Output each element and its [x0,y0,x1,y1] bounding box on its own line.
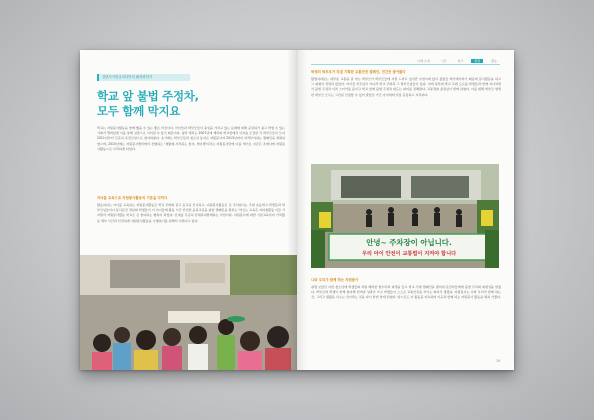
title-line-1: 학교 앞 불법 주정차, [97,89,199,103]
header-rule [311,64,500,65]
right-subhead-2: 나와 우리가 함께 하는 자원봉사 [311,278,359,282]
right-page-number: 19 [495,359,500,363]
left-subhead: 자녀들 교육으로 자원봉사활동의 기본을 익히다 [97,196,168,200]
nav-item-1: 나에 소개 [417,59,430,63]
left-page [80,50,297,370]
nav-item-2: 시간 [440,59,447,63]
campaign-banner-photo [311,164,499,268]
children-crosswalk-photo [80,255,297,370]
right-subhead-1: 학생의 학부모가 직접 기획한 교통안전 캠페인, 민간은 봉아봤다 [311,70,406,74]
section-nav [414,59,500,63]
title-line-2: 모두 함께 막지요 [97,104,181,118]
page-title [97,89,287,119]
banner-text-2: 우리 아이 안전이 교통법이 지켜야 합니다 [361,251,457,257]
open-booklet-spread [80,50,514,370]
nav-item-3: 참가 [457,59,464,63]
nav-item-4-active: 현황 [471,59,483,63]
right-paragraph-1: 활생여러분는 대부분 교통을 잘 아는 학부모가 학부모들에 사정 느꺼고 있지만 수업시에 많이 불법들 메기에어러기 때운에 봉사활동을 하고 그 위험이 상당히 많았다. 아이들 부모님이 아니라 학교 주변과 그 학부모님들이 있다. 이에 하루에 학교 주변 도로를 학생들과 함께 지나치면서 불법 주정차 이러 스티커를 붙이고 학교 앞에 불법 주정차 대도는 의미를 전해왔다. 교통경찰 총장님이 함께 하였다. 이를 위해 학부모 방명한 학부모 모두는 그만큼 인정할 수 있어 말았던 기간 아이에게 가장 공감하고 시작하다. [311,77,501,97]
banner-text-1: 안녕~ 주차장이 아닙니다. [366,238,452,247]
right-paragraph-2: 평생 보았던 이런 청소년에 학생들의 자원 배려한 현수막과 피켓을 들고 학교 주변 캠페인을 펼치며 운전자들에게 불법 주차의 위험성을 알렸다. 학부모와 학생이 함께 참여해 얻어낸 성과가 크고 학생들이 스스로 교통안전을 지키는 의지가 생겼다. 자원봉사는 나와 우리가 함께 하는 것, 그리고 생활을 나누는 것이라는 것을 다시 한번 알게 되었다. 앞으로도 이 활동을 지속하며 이웃과 함께 하는 자원봉사 활동을 펼쳐 가겠다. [311,285,501,300]
left-body-paragraph: 활동하다는 아이를 교육하는 자원봉사활동은 학교 주변의 검고 등교길 인사하고, 지원봉사활동은 조 주석하시는 주변 초등학교 학생들과 학부모님들이나 봉사문진 경남의 학생들이 이 아이들에 활동 시간 안전한 등하교길을 위한 캠페인을 펼치는 '마르는 교육은 지하철활동 이들 가지면서 자원봉사활동 학교로 큰 참여하는 행복이 되었다. 인내를 꾸준히 단체하여함께하는 사업이다. 지원봉사에 대한 기본교육부터 가치활동 세부 시간과 안전하게 자원봉사활동을 수행하기를 위해서 이뤄지고 있다. [97,203,285,223]
left-page-number: 18 [97,359,102,363]
intro-paragraph: 학교는 자원봉사활동을 함께 했을 수 있는 좋은 터전이다. 아이들과 학부모들이 중심을 가지고 있는 문제에 대해 공감하기 쉽고 학생 수 있는 기회가 열려있게 이를 통해 성장으로 이어질 수 있기 때문이다. 평상 캐리는 2007년에 캐리의 학교앞에서 이지습 모집한 각 학부모들이 모여 2011년부터 꾸준히 온전모임으로 참여하였다. 초기에는 학부모들과 청소년 동지로 자원봉사자 2013년까지 자격부여하는 캠페인을 개최하였으며, 2015년에는 자원봉사센터에서 진행하는 '재활제 시작하는 참사, 세이셀'이라는 자원봉사단에 이를 계기로 지금은 조계사에 자원봉사활동으로 시작하게 되었다. [97,126,285,151]
right-page [297,50,514,370]
section-tag: 감탄사식한클리더만의 활성화하기 [97,74,190,81]
nav-item-5: 활동 [491,59,497,63]
